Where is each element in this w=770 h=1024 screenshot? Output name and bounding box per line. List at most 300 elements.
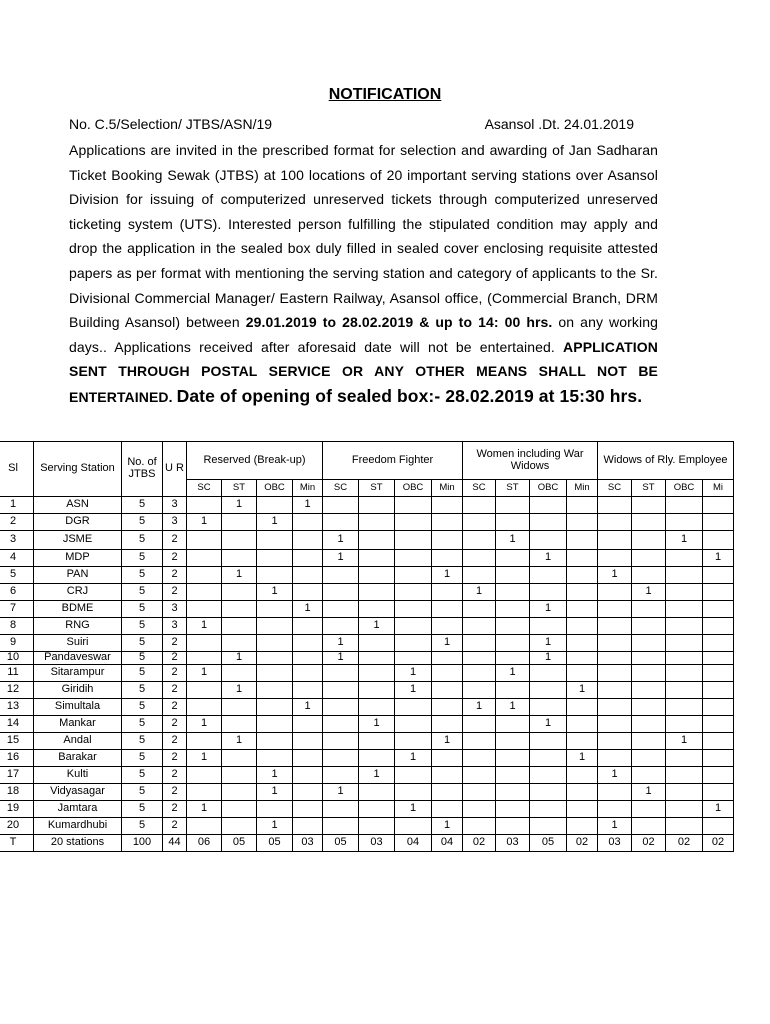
table-cell: 3: [163, 601, 187, 618]
table-cell: Jamtara: [34, 801, 122, 818]
table-row: [0, 567, 734, 584]
table-cell: [463, 635, 496, 652]
table-cell: [530, 584, 567, 601]
table-cell: 1: [395, 801, 432, 818]
table-cell: [432, 801, 463, 818]
table-cell: 19: [0, 801, 34, 818]
subheader-cell: OBC: [530, 480, 567, 497]
table-cell: [463, 682, 496, 699]
table-cell: [463, 716, 496, 733]
table-cell: [187, 733, 222, 750]
table-cell: [359, 733, 395, 750]
table-cell: 1: [432, 818, 463, 835]
header-station: Serving Station: [34, 442, 122, 497]
table-cell: 2: [163, 584, 187, 601]
table-cell: [293, 767, 323, 784]
table-cell: [323, 818, 359, 835]
table-cell: [359, 818, 395, 835]
table-row: [0, 601, 734, 618]
subheader-cell: ST: [359, 480, 395, 497]
table-cell: PAN: [34, 567, 122, 584]
table-cell: [432, 665, 463, 682]
table-cell: 1: [463, 699, 496, 716]
table-cell: [666, 550, 703, 567]
table-cell: [395, 601, 432, 618]
table-cell: 1: [598, 567, 632, 584]
table-cell: [530, 567, 567, 584]
table-cell: [703, 665, 734, 682]
table-cell: 03: [293, 835, 323, 852]
header-sl: Sl: [0, 442, 34, 497]
table-cell: [632, 665, 666, 682]
table-cell: [632, 699, 666, 716]
table-cell: JSME: [34, 531, 122, 550]
table-cell: [359, 531, 395, 550]
table-cell: 1: [395, 750, 432, 767]
subheader-cell: ST: [222, 480, 257, 497]
table-cell: 5: [122, 750, 163, 767]
table-cell: [222, 531, 257, 550]
table-cell: 1: [530, 716, 567, 733]
table-cell: [323, 584, 359, 601]
table-cell: [222, 635, 257, 652]
table-cell: Kumardhubi: [34, 818, 122, 835]
reference-number: No. C.5/Selection/ JTBS/ASN/19: [69, 116, 273, 132]
table-cell: [598, 618, 632, 635]
table-row: [0, 750, 734, 767]
table-cell: [395, 584, 432, 601]
table-cell: [567, 801, 598, 818]
table-cell: [257, 567, 293, 584]
table-cell: [496, 767, 530, 784]
table-cell: [703, 567, 734, 584]
table-cell: [567, 584, 598, 601]
table-cell: [632, 716, 666, 733]
table-cell: [463, 618, 496, 635]
opening-date: Date of opening of sealed box:- 28.02.2019 at 15:30 hrs.: [176, 385, 643, 406]
table-cell: [359, 497, 395, 514]
table-cell: BDME: [34, 601, 122, 618]
table-cell: CRJ: [34, 584, 122, 601]
header-freedom-fighter: Freedom Fighter: [323, 442, 463, 480]
table-cell: [496, 733, 530, 750]
table-cell: [293, 665, 323, 682]
table-cell: [598, 682, 632, 699]
table-cell: [359, 699, 395, 716]
table-cell: [432, 497, 463, 514]
table-cell: 5: [122, 584, 163, 601]
table-cell: 1: [567, 682, 598, 699]
table-cell: [395, 818, 432, 835]
table-cell: [496, 618, 530, 635]
table-cell: 1: [530, 601, 567, 618]
table-row: [0, 767, 734, 784]
table-cell: [703, 601, 734, 618]
table-cell: [496, 652, 530, 665]
table-cell: [257, 635, 293, 652]
table-cell: [598, 801, 632, 818]
table-cell: 1: [222, 567, 257, 584]
table-cell: 5: [122, 652, 163, 665]
subheader-cell: Min: [567, 480, 598, 497]
table-cell: [359, 601, 395, 618]
table-cell: 5: [122, 716, 163, 733]
table-cell: [463, 567, 496, 584]
table-cell: [567, 784, 598, 801]
table-cell: 1: [598, 767, 632, 784]
table-cell: [530, 767, 567, 784]
table-cell: 1: [432, 635, 463, 652]
table-cell: [703, 584, 734, 601]
table-cell: [257, 733, 293, 750]
subheader-cell: OBC: [395, 480, 432, 497]
table-cell: [323, 750, 359, 767]
table-cell: [323, 801, 359, 818]
table-row: [0, 665, 734, 682]
table-cell: [323, 699, 359, 716]
table-cell: 2: [163, 801, 187, 818]
table-cell: [187, 682, 222, 699]
table-cell: [293, 750, 323, 767]
table-cell: 5: [122, 733, 163, 750]
table-cell: 05: [257, 835, 293, 852]
table-cell: ASN: [34, 497, 122, 514]
table-cell: 1: [359, 618, 395, 635]
table-cell: [530, 618, 567, 635]
table-cell: [395, 652, 432, 665]
table-cell: [703, 818, 734, 835]
table-cell: 04: [432, 835, 463, 852]
table-cell: [632, 514, 666, 531]
table-cell: [567, 567, 598, 584]
table-cell: [432, 531, 463, 550]
table-cell: 5: [122, 801, 163, 818]
table-cell: [666, 665, 703, 682]
table-cell: 1: [222, 652, 257, 665]
table-cell: 02: [567, 835, 598, 852]
subheader-cell: ST: [632, 480, 666, 497]
table-cell: [323, 682, 359, 699]
table-cell: [257, 531, 293, 550]
table-cell: 10: [0, 652, 34, 665]
table-cell: 1: [666, 531, 703, 550]
table-cell: 1: [598, 818, 632, 835]
table-cell: [359, 584, 395, 601]
table-cell: [666, 635, 703, 652]
table-cell: [632, 818, 666, 835]
table-cell: 11: [0, 665, 34, 682]
body-paragraph-1: Applications are invited in the prescribed format for selection and awarding of Jan Sadharan Ticket Booking Sewak (JTBS) at 100 locations of 20 important serving stations over Asansol Division for issuing of computerized unreserved tickets through computerized unreserved ticketing system (UTS). Interested person fulfilling the stipulated condition may apply and drop the application in the sealed box duly filled in sealed cover enclosing requisite attested papers as per format with mentioning the serving station and category of applicants to the Sr. Divisional Commercial Manager/ Eastern Railway, Asansol office, (Commercial Branch, DRM Building Asansol) between: [69, 142, 658, 331]
table-cell: [395, 497, 432, 514]
table-cell: [632, 531, 666, 550]
table-cell: 2: [163, 682, 187, 699]
table-cell: [432, 750, 463, 767]
table-cell: [703, 618, 734, 635]
table-cell: [432, 716, 463, 733]
table-cell: [666, 652, 703, 665]
table-cell: [530, 818, 567, 835]
table-cell: [632, 550, 666, 567]
table-cell: [632, 618, 666, 635]
table-cell: [567, 497, 598, 514]
table-cell: [432, 618, 463, 635]
table-cell: [395, 635, 432, 652]
table-cell: [432, 584, 463, 601]
table-cell: [632, 733, 666, 750]
table-row: [0, 682, 734, 699]
table-cell: [432, 550, 463, 567]
table-cell: 1: [395, 682, 432, 699]
table-cell: [359, 550, 395, 567]
header-jtbs: No. of JTBS: [122, 442, 163, 497]
table-cell: 1: [530, 652, 567, 665]
postal-warning: APPLICATION SENT THROUGH POSTAL SERVICE OR ANY OTHER MEANS SHALL NOT BE ENTERTAINED.: [69, 338, 658, 405]
table-cell: Vidyasagar: [34, 784, 122, 801]
notification-body: [69, 138, 658, 410]
table-cell: [567, 665, 598, 682]
table-cell: Pandaveswar: [34, 652, 122, 665]
table-cell: 1: [632, 784, 666, 801]
table-cell: [187, 767, 222, 784]
table-cell: [703, 635, 734, 652]
table-row: [0, 497, 734, 514]
table-cell: [567, 818, 598, 835]
table-cell: 5: [122, 497, 163, 514]
table-row: [0, 784, 734, 801]
subheader-cell: Min: [293, 480, 323, 497]
table-cell: [222, 584, 257, 601]
table-cell: [359, 801, 395, 818]
table-cell: 1: [293, 601, 323, 618]
table-cell: [293, 801, 323, 818]
table-cell: [359, 682, 395, 699]
table-cell: [222, 665, 257, 682]
table-cell: 1: [496, 531, 530, 550]
table-cell: 1: [187, 716, 222, 733]
table-cell: 1: [463, 584, 496, 601]
table-cell: 1: [257, 818, 293, 835]
table-cell: [187, 567, 222, 584]
table-cell: [323, 601, 359, 618]
table-cell: [323, 733, 359, 750]
table-cell: [567, 618, 598, 635]
table-cell: [293, 635, 323, 652]
table-cell: [530, 497, 567, 514]
table-cell: 5: [122, 514, 163, 531]
table-cell: [703, 682, 734, 699]
table-cell: 2: [163, 784, 187, 801]
table-cell: [395, 514, 432, 531]
table-cell: 1: [257, 767, 293, 784]
table-cell: 1: [323, 784, 359, 801]
table-cell: [293, 733, 323, 750]
table-cell: 1: [187, 801, 222, 818]
table-cell: [395, 531, 432, 550]
table-cell: 2: [163, 652, 187, 665]
table-cell: [293, 584, 323, 601]
table-cell: 16: [0, 750, 34, 767]
table-cell: [293, 784, 323, 801]
subheader-cell: SC: [323, 480, 359, 497]
table-cell: [703, 767, 734, 784]
table-row: [0, 733, 734, 750]
table-cell: [496, 567, 530, 584]
table-cell: Mankar: [34, 716, 122, 733]
table-cell: 1: [359, 767, 395, 784]
table-cell: [496, 497, 530, 514]
table-cell: Simultala: [34, 699, 122, 716]
table-cell: [395, 550, 432, 567]
table-cell: 15: [0, 733, 34, 750]
table-cell: [598, 665, 632, 682]
table-cell: [222, 750, 257, 767]
table-cell: Sitarampur: [34, 665, 122, 682]
table-cell: [323, 665, 359, 682]
table-cell: 1: [187, 514, 222, 531]
table-cell: [432, 652, 463, 665]
table-cell: [530, 750, 567, 767]
table-cell: 5: [122, 550, 163, 567]
table-cell: [293, 514, 323, 531]
table-cell: 6: [0, 584, 34, 601]
table-cell: 4: [0, 550, 34, 567]
table-cell: [293, 618, 323, 635]
table-cell: 12: [0, 682, 34, 699]
table-cell: [257, 497, 293, 514]
table-cell: [567, 716, 598, 733]
table-cell: 1: [293, 497, 323, 514]
table-cell: 5: [122, 531, 163, 550]
table-cell: [432, 601, 463, 618]
table-cell: 06: [187, 835, 222, 852]
table-cell: [257, 550, 293, 567]
table-cell: [703, 784, 734, 801]
table-cell: [222, 801, 257, 818]
table-cell: [530, 733, 567, 750]
table-row: [0, 550, 734, 567]
table-cell: 1: [666, 733, 703, 750]
table-cell: 02: [703, 835, 734, 852]
table-cell: 100: [122, 835, 163, 852]
table-cell: 02: [666, 835, 703, 852]
table-row: [0, 531, 734, 550]
header-widows: Widows of Rly. Employee: [598, 442, 734, 480]
table-cell: 2: [163, 818, 187, 835]
table-cell: 2: [163, 716, 187, 733]
table-cell: [703, 497, 734, 514]
table-cell: 2: [163, 699, 187, 716]
table-cell: [432, 699, 463, 716]
table-cell: [703, 716, 734, 733]
table-cell: [598, 514, 632, 531]
table-cell: [323, 716, 359, 733]
table-cell: 5: [122, 699, 163, 716]
table-cell: 1: [395, 665, 432, 682]
table-cell: 1: [187, 618, 222, 635]
table-cell: 1: [703, 550, 734, 567]
table-cell: 3: [0, 531, 34, 550]
application-period: 29.01.2019 to 28.02.2019 & up to 14: 00 hrs.: [245, 314, 553, 331]
table-cell: [496, 750, 530, 767]
table-cell: [632, 635, 666, 652]
table-cell: [666, 750, 703, 767]
table-cell: [530, 801, 567, 818]
table-cell: [632, 767, 666, 784]
table-cell: [666, 801, 703, 818]
subheader-cell: Mi: [703, 480, 734, 497]
table-cell: [257, 601, 293, 618]
table-cell: 1: [222, 733, 257, 750]
table-cell: [359, 635, 395, 652]
table-cell: 1: [187, 750, 222, 767]
table-cell: 1: [0, 497, 34, 514]
table-cell: 3: [163, 497, 187, 514]
table-cell: 44: [163, 835, 187, 852]
body-paragraph-2: on any working days.. Applications received after aforesaid date will not be entertained.: [69, 314, 658, 355]
table-cell: [598, 784, 632, 801]
table-cell: [598, 584, 632, 601]
table-cell: [395, 699, 432, 716]
table-cell: [359, 567, 395, 584]
table-cell: [257, 750, 293, 767]
table-cell: [666, 567, 703, 584]
table-cell: [496, 514, 530, 531]
table-cell: 2: [163, 733, 187, 750]
table-cell: [703, 733, 734, 750]
table-cell: [463, 550, 496, 567]
table-cell: [359, 750, 395, 767]
subheader-cell: Min: [432, 480, 463, 497]
table-cell: [666, 584, 703, 601]
table-row: [0, 618, 734, 635]
table-cell: [222, 601, 257, 618]
table-cell: [496, 818, 530, 835]
table-cell: 3: [163, 618, 187, 635]
table-row: [0, 652, 734, 665]
table-cell: MDP: [34, 550, 122, 567]
table-cell: 02: [632, 835, 666, 852]
table-cell: [257, 665, 293, 682]
table-cell: [293, 716, 323, 733]
table-cell: 1: [359, 716, 395, 733]
table-cell: [222, 767, 257, 784]
table-cell: [323, 567, 359, 584]
table-cell: [257, 682, 293, 699]
table-cell: [359, 665, 395, 682]
table-cell: [496, 801, 530, 818]
table-cell: 2: [0, 514, 34, 531]
table-cell: 5: [0, 567, 34, 584]
table-cell: [632, 497, 666, 514]
table-cell: [395, 618, 432, 635]
table-cell: [395, 716, 432, 733]
table-cell: [222, 699, 257, 716]
subheader-cell: SC: [463, 480, 496, 497]
table-cell: [567, 531, 598, 550]
table-cell: [395, 567, 432, 584]
table-cell: [463, 784, 496, 801]
table-cell: 03: [496, 835, 530, 852]
table-cell: [530, 784, 567, 801]
table-cell: 1: [530, 635, 567, 652]
table-cell: 5: [122, 601, 163, 618]
table-cell: [257, 716, 293, 733]
table-cell: [598, 652, 632, 665]
table-cell: [293, 531, 323, 550]
table-body: [0, 497, 734, 852]
table-cell: [293, 567, 323, 584]
table-cell: 1: [703, 801, 734, 818]
